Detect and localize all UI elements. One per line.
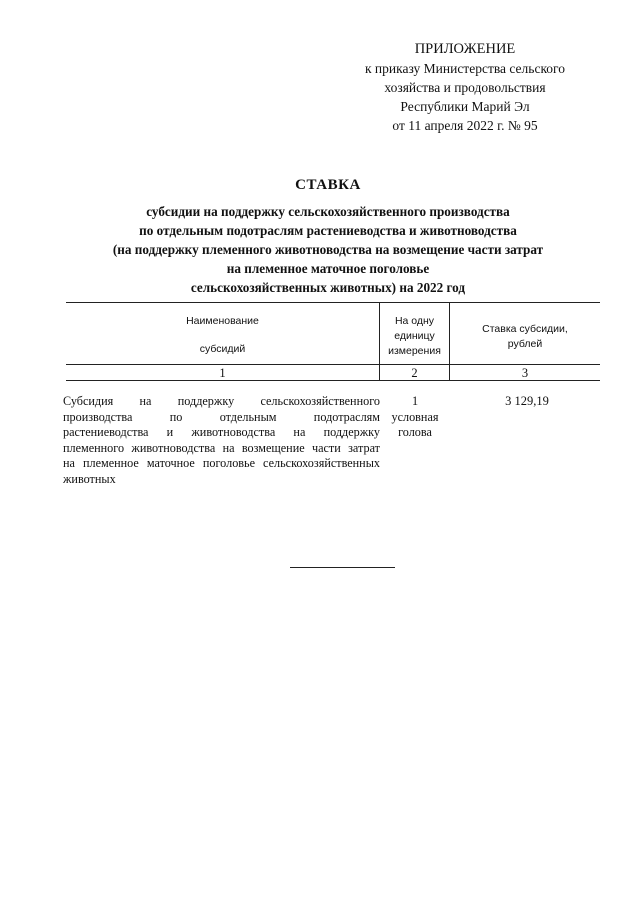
row-subsidy-name — [63, 394, 380, 487]
subtitle-line-4: на племенное маточное поголовье — [226, 261, 430, 276]
subtitle-line-2: по отдельным подотраслям растениеводства и животноводства — [139, 223, 517, 238]
column-number-3: 3 — [521, 366, 529, 380]
subtitle-line-1: субсидии на поддержку сельскохозяйственного производства — [146, 204, 510, 219]
appendix-line-3: Республики Марий Эл — [400, 99, 530, 114]
header-name-line-2: субсидий — [199, 343, 246, 355]
row-name-line-2: производства по отдельным подотраслям — [63, 409, 380, 424]
row-name-line-3: растениеводства и животноводства на поддержку — [63, 425, 380, 439]
column-number-1: 1 — [219, 366, 226, 380]
document-end-divider — [290, 567, 395, 568]
header-unit-line-1: На одну — [394, 315, 435, 327]
appendix-line-2: хозяйства и продовольствия — [384, 80, 546, 95]
header-rate-line-1: Ставка субсидии, — [482, 323, 568, 335]
header-unit-line-2: единицу — [394, 330, 435, 342]
row-name-line-4: племенного животноводства на возмещение части затрат — [63, 440, 380, 455]
appendix-line-4: от 11 апреля 2022 г. № 95 — [392, 118, 538, 133]
subtitle-line-5: сельскохозяйственных животных) на 2022 год — [190, 280, 466, 295]
appendix-block — [330, 40, 600, 135]
row-name-line-1: Субсидия на поддержку сельскохозяйственного — [63, 394, 380, 408]
subtitle-line-3: (на поддержку племенного животноводства на возмещение части затрат — [112, 242, 544, 257]
table-top-border — [66, 302, 600, 303]
header-unit-line-3: измерения — [388, 345, 441, 357]
header-unit — [380, 314, 449, 359]
column-number-2: 2 — [411, 366, 418, 380]
row-unit-line-3: голова — [398, 425, 432, 439]
row-unit-line-1: 1 — [411, 394, 419, 408]
header-rate-line-2: рублей — [507, 338, 543, 350]
table-header-bottom-border — [66, 364, 600, 365]
row-name-line-6: животных — [63, 471, 116, 486]
document-subtitle — [0, 202, 640, 297]
row-unit — [385, 394, 445, 441]
appendix-line-1: к приказу Министерства сельского — [364, 61, 566, 76]
row-unit-line-2: условная — [391, 409, 439, 424]
row-rate-value: 3 129,19 — [505, 394, 549, 408]
appendix-heading: ПРИЛОЖЕНИЕ — [414, 41, 516, 57]
document-title: СТАВКА — [295, 177, 361, 193]
row-name-line-5: на племенное маточное поголовье сельскохозяйственных — [63, 456, 380, 470]
header-name-line-1: Наименование — [186, 315, 259, 327]
header-rate — [450, 322, 600, 352]
